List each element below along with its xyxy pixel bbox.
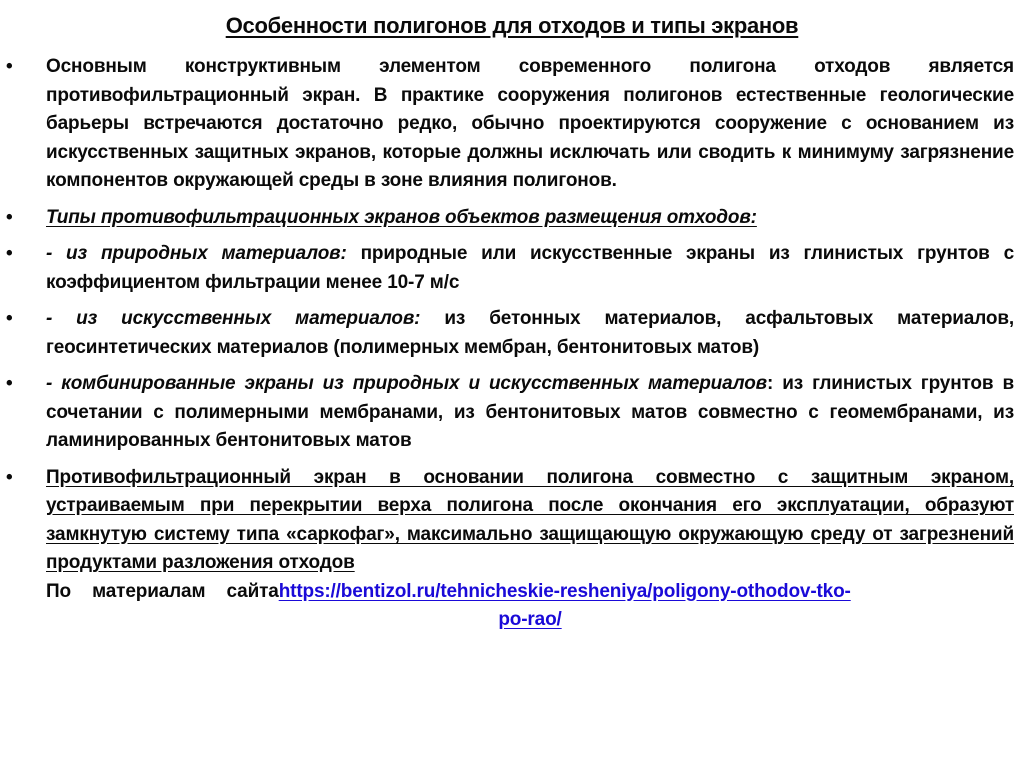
slide-body (0, 53, 1024, 635)
bullet-icon: • (6, 308, 13, 329)
bullet-screen-types-heading (0, 204, 1024, 233)
bullet-icon: • (6, 466, 13, 488)
bullet-natural-materials (0, 240, 1024, 297)
bullet-text: Противофильтрационный экран в основании полигона совместно с защитным экраном, устраиваемым при перекрытии верха полигона после окончания его эксплуатации, образуют замкнутую систему типа «саркофаг», максимально защищающую окружающую среду от загрезнений продуктами разложения отходов (46, 466, 1014, 573)
bullet-icon: • (6, 243, 13, 264)
section-heading: Типы противофильтрационных экранов объектов размещения отходов: (46, 206, 757, 228)
source-prefix: По материалам сайта (46, 580, 279, 602)
bullet-main-element (0, 53, 1024, 196)
bullet-icon: • (6, 206, 13, 228)
slide-title: Особенности полигонов для отходов и типы экранов (225, 13, 799, 38)
bullet-lead: - из природных материалов: (46, 243, 347, 264)
source-attribution (0, 578, 1024, 635)
source-link-line2[interactable]: po-rao/ (498, 609, 562, 630)
bullet-text: природные или искусственные экраны из глинистых грунтов с коэффициентом фильтрации менее 10-7 м/с (46, 243, 1015, 293)
bullet-icon: • (6, 56, 13, 77)
source-link-line1[interactable]: https://bentizol.ru/tehnicheskie-resheniya/poligony-othodov-tko- (278, 580, 851, 602)
bullet-text: : из глинистых грунтов в сочетании с полимерными мембранами, из бентонитовых матов совместно с геомембранами, из ламинированных бентонитовых матов (46, 373, 1014, 451)
bullet-sarcophagus-system (0, 464, 1024, 578)
bullet-artificial-materials (0, 305, 1024, 362)
bullet-combined-screens (0, 370, 1024, 456)
bullet-lead: - комбинированные экраны из природных и искусственных материалов (46, 373, 767, 394)
bullet-text: из бетонных материалов, асфальтовых материалов, геосинтетических материалов (полимерных мембран, бентонитовых матов) (46, 308, 1015, 358)
bullet-lead: - из искусственных материалов: (46, 308, 421, 329)
bullet-text: Основным конструктивным элементом современного полигона отходов является противофильтрационный экран. В практике сооружения полигонов естественные геологические барьеры встречаются достаточно редко, обычно проектируются сооружение с основанием из искусственных защитных экранов, которые должны исключать или сводить к минимуму загрязнение компонентов окружающей среды в зоне влияния полигонов. (46, 56, 1014, 191)
bullet-icon: • (6, 373, 13, 394)
